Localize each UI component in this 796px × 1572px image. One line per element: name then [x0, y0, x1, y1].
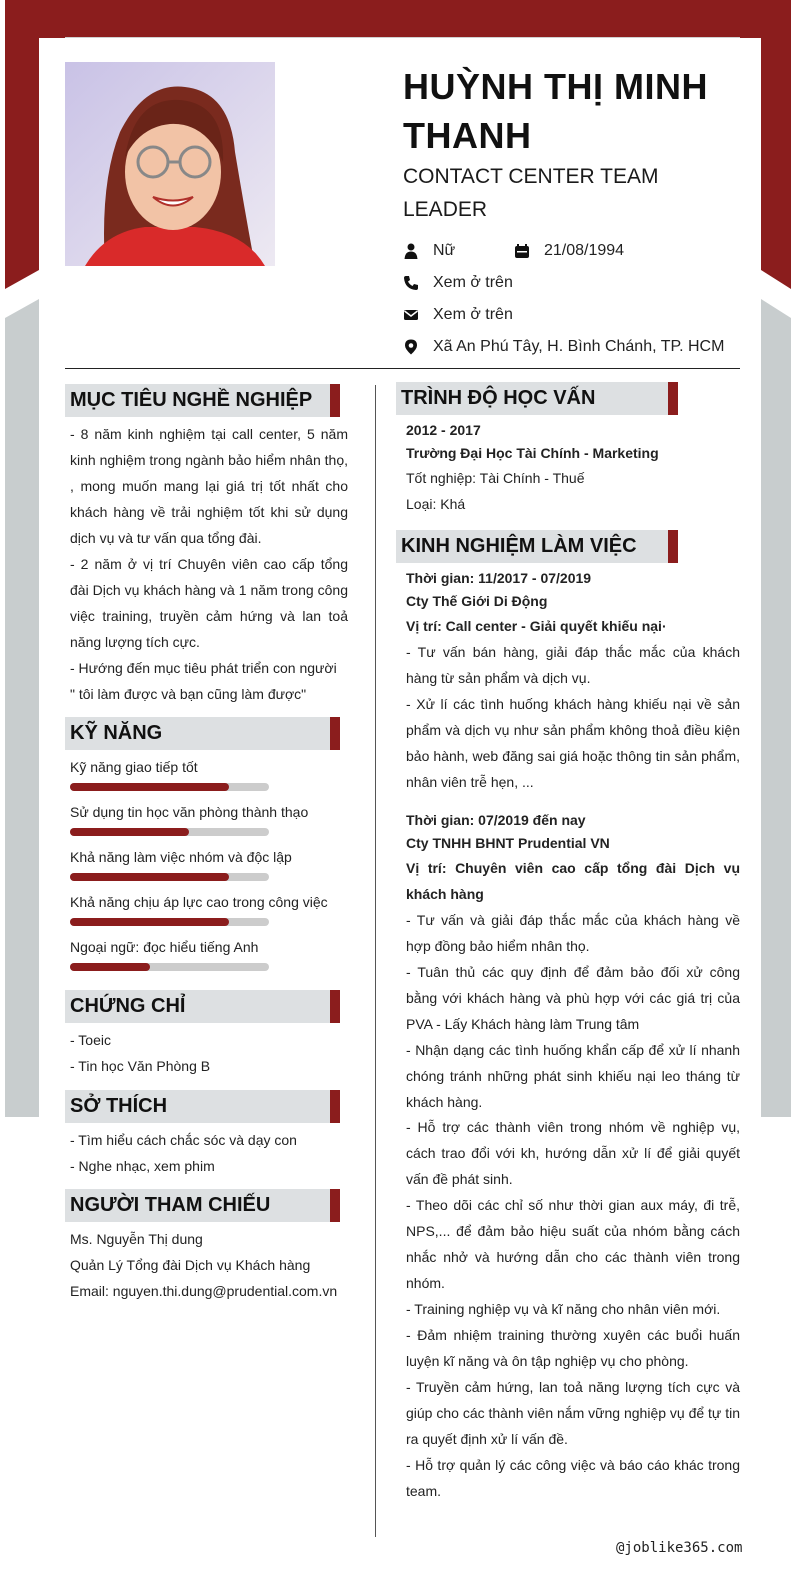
job-duty: - Tuân thủ các quy định để đảm bảo đối xử công bằng với khách hàng và phù hợp với các giá trị của PVA - Lấy Khách hàng làm Trung tâm: [406, 964, 740, 1032]
section-certificates: [65, 990, 340, 1023]
reference-email: Email: nguyen.thi.dung@prudential.com.vn: [70, 1283, 338, 1299]
section-title: KỸ NĂNG: [70, 722, 163, 744]
job-duty: - Training nghiệp vụ và kĩ năng cho nhân viên mới.: [406, 1301, 721, 1317]
watermark: @joblike365.com: [616, 1540, 743, 1556]
section-title: NGƯỜI THAM CHIẾU: [70, 1194, 271, 1216]
section-skills: [65, 717, 340, 750]
dob-row: [514, 240, 624, 262]
skill-bar: [70, 873, 269, 881]
objective-text-3: - Hướng đến mục tiêu phát triển con người: [70, 660, 337, 676]
job-position: Vị trí: Chuyên viên cao cấp tổng đài Dịch vụ khách hàng: [406, 860, 740, 902]
objective-text-2: - 2 năm ở vị trí Chuyên viên cao cấp tổng đài Dịch vụ khách hàng và 1 năm trong công việc training, truyền cảm hứng và lan toả năng lượng tích cực.: [70, 556, 348, 650]
section-experience: [396, 530, 678, 563]
profile-photo: [65, 62, 275, 266]
job-duty: - Tư vấn và giải đáp thắc mắc của khách hàng về hợp đồng bảo hiểm nhân thọ.: [406, 912, 740, 954]
skill-label: Kỹ năng giao tiếp tốt: [70, 759, 198, 775]
top-divider: [65, 37, 740, 38]
reference-role: Quản Lý Tổng đài Dịch vụ Khách hàng: [70, 1257, 311, 1273]
section-objective: [65, 384, 340, 417]
job-company: Cty TNHH BHNT Prudential VN: [406, 835, 610, 851]
skill-bar-fill: [70, 963, 150, 971]
section-title: CHỨNG CHỈ: [70, 995, 186, 1017]
address-value: Xã An Phú Tây, H. Bình Chánh, TP. HCM: [433, 338, 725, 355]
hobby-item: - Tìm hiểu cách chắc sóc và dạy con: [70, 1132, 297, 1148]
education-period: 2012 - 2017: [406, 422, 481, 438]
person-icon: [403, 243, 419, 259]
calendar-icon: [514, 243, 530, 259]
dob-value: 21/08/1994: [544, 242, 625, 259]
skill-bar-fill: [70, 828, 189, 836]
header-divider: [65, 368, 740, 369]
certificate-item: - Tin học Văn Phòng B: [70, 1058, 211, 1074]
education-school: Trường Đại Học Tài Chính - Marketing: [406, 445, 659, 461]
job-period: Thời gian: 07/2019 đến nay: [406, 812, 586, 828]
job-position: Vị trí: Call center - Giải quyết khiếu nại·: [406, 618, 667, 634]
job-duty: - Đảm nhiệm training thường xuyên các buổi huấn luyện kĩ năng và ôn tập nghiệp vụ cho phòng.: [406, 1327, 740, 1369]
education-grade: Loại: Khá: [406, 496, 466, 512]
section-title: SỞ THÍCH: [70, 1095, 168, 1117]
phone-icon: [403, 275, 419, 291]
gender-row: [403, 240, 455, 262]
objective-text-1: - 8 năm kinh nghiệm tại call center, 5 năm kinh nghiệm trong ngành bảo hiểm nhân thọ, , mong muốn mang lại giá trị tốt nhất cho khách hàng về trải nghiệm tốt khi sử dụng dịch vụ và tư vấn qua tổng đài.: [70, 426, 348, 546]
email-row: [403, 304, 513, 326]
skill-bar-fill: [70, 783, 229, 791]
skill-label: Khả năng chịu áp lực cao trong công việc: [70, 894, 328, 910]
certificate-item: - Toeic: [70, 1032, 111, 1048]
job-duty: - Tư vấn bán hàng, giải đáp thắc mắc của khách hàng từ sản phẩm và dịch vụ.: [406, 644, 740, 686]
job-duty: - Xử lí các tình huống khách hàng khiếu nại về sản phẩm và dịch vụ như sản phẩm không thoả điều kiện bảo hành, web đăng sai giá hoặc thông tin sản phẩm, nhân viên trễ hẹn, ...: [406, 696, 740, 790]
section-title: MỤC TIÊU NGHỀ NGHIỆP: [70, 389, 313, 411]
gender-value: Nữ: [433, 242, 456, 259]
map-pin-icon: [403, 339, 419, 355]
skill-label: Ngoại ngữ: đọc hiểu tiếng Anh: [70, 939, 259, 955]
skill-bar-fill: [70, 918, 229, 926]
email-value: Xem ở trên: [433, 306, 513, 323]
objective-text-4: " tôi làm được và bạn cũng làm được": [70, 686, 307, 702]
hobby-item: - Nghe nhạc, xem phim: [70, 1158, 215, 1174]
job-duty: - Hỗ trợ quản lý các công việc và báo cáo khác trong team.: [406, 1457, 740, 1499]
reference-name: Ms. Nguyễn Thị dung: [70, 1231, 203, 1247]
skill-bar: [70, 963, 269, 971]
phone-row: [403, 272, 513, 294]
skill-bar: [70, 828, 269, 836]
section-reference: [65, 1189, 340, 1222]
education-major: Tốt nghiệp: Tài Chính - Thuế: [406, 470, 585, 486]
column-divider: [375, 385, 376, 1537]
skill-bar-fill: [70, 873, 229, 881]
job-title: CONTACT CENTER TEAM LEADER: [403, 165, 659, 221]
skill-label: Khả năng làm việc nhóm và độc lập: [70, 849, 292, 865]
candidate-name: HUỲNH THỊ MINH THANH: [403, 66, 708, 156]
skill-bar: [70, 918, 269, 926]
section-title: KINH NGHIỆM LÀM VIỆC: [401, 535, 637, 557]
job-duty: - Nhận dạng các tình huống khẩn cấp để xử lí nhanh chóng tránh những phát sinh khiếu nại leo tháng từ khách hàng.: [406, 1042, 740, 1110]
job-duty: - Truyền cảm hứng, lan toả năng lượng tích cực và giúp cho các thành viên nắm vững nghiệp vụ để tự tin ra quyết định xử lí vấn đề.: [406, 1379, 740, 1447]
envelope-icon: [403, 307, 419, 323]
section-title: TRÌNH ĐỘ HỌC VẤN: [401, 387, 596, 409]
skill-bar: [70, 783, 269, 791]
section-education: [396, 382, 678, 415]
skill-label: Sử dụng tin học văn phòng thành thạo: [70, 804, 309, 820]
address-row: [403, 336, 724, 358]
phone-value: Xem ở trên: [433, 274, 513, 291]
job-duty: - Hỗ trợ các thành viên trong nhóm về nghiệp vụ, cách trao đổi với kh, hướng dẫn xử lí để giải quyết vấn đề phát sinh.: [406, 1119, 740, 1187]
job-duty: - Theo dõi các chỉ số như thời gian aux máy, đi trễ, NPS,... để đảm bảo hiệu suất của nhóm bằng cách nhắc nhở và hướng dẫn cho các thành viên trong nhóm.: [406, 1197, 740, 1291]
job-company: Cty Thế Giới Di Động: [406, 593, 548, 609]
section-hobbies: [65, 1090, 340, 1123]
job-period: Thời gian: 11/2017 - 07/2019: [406, 570, 592, 586]
